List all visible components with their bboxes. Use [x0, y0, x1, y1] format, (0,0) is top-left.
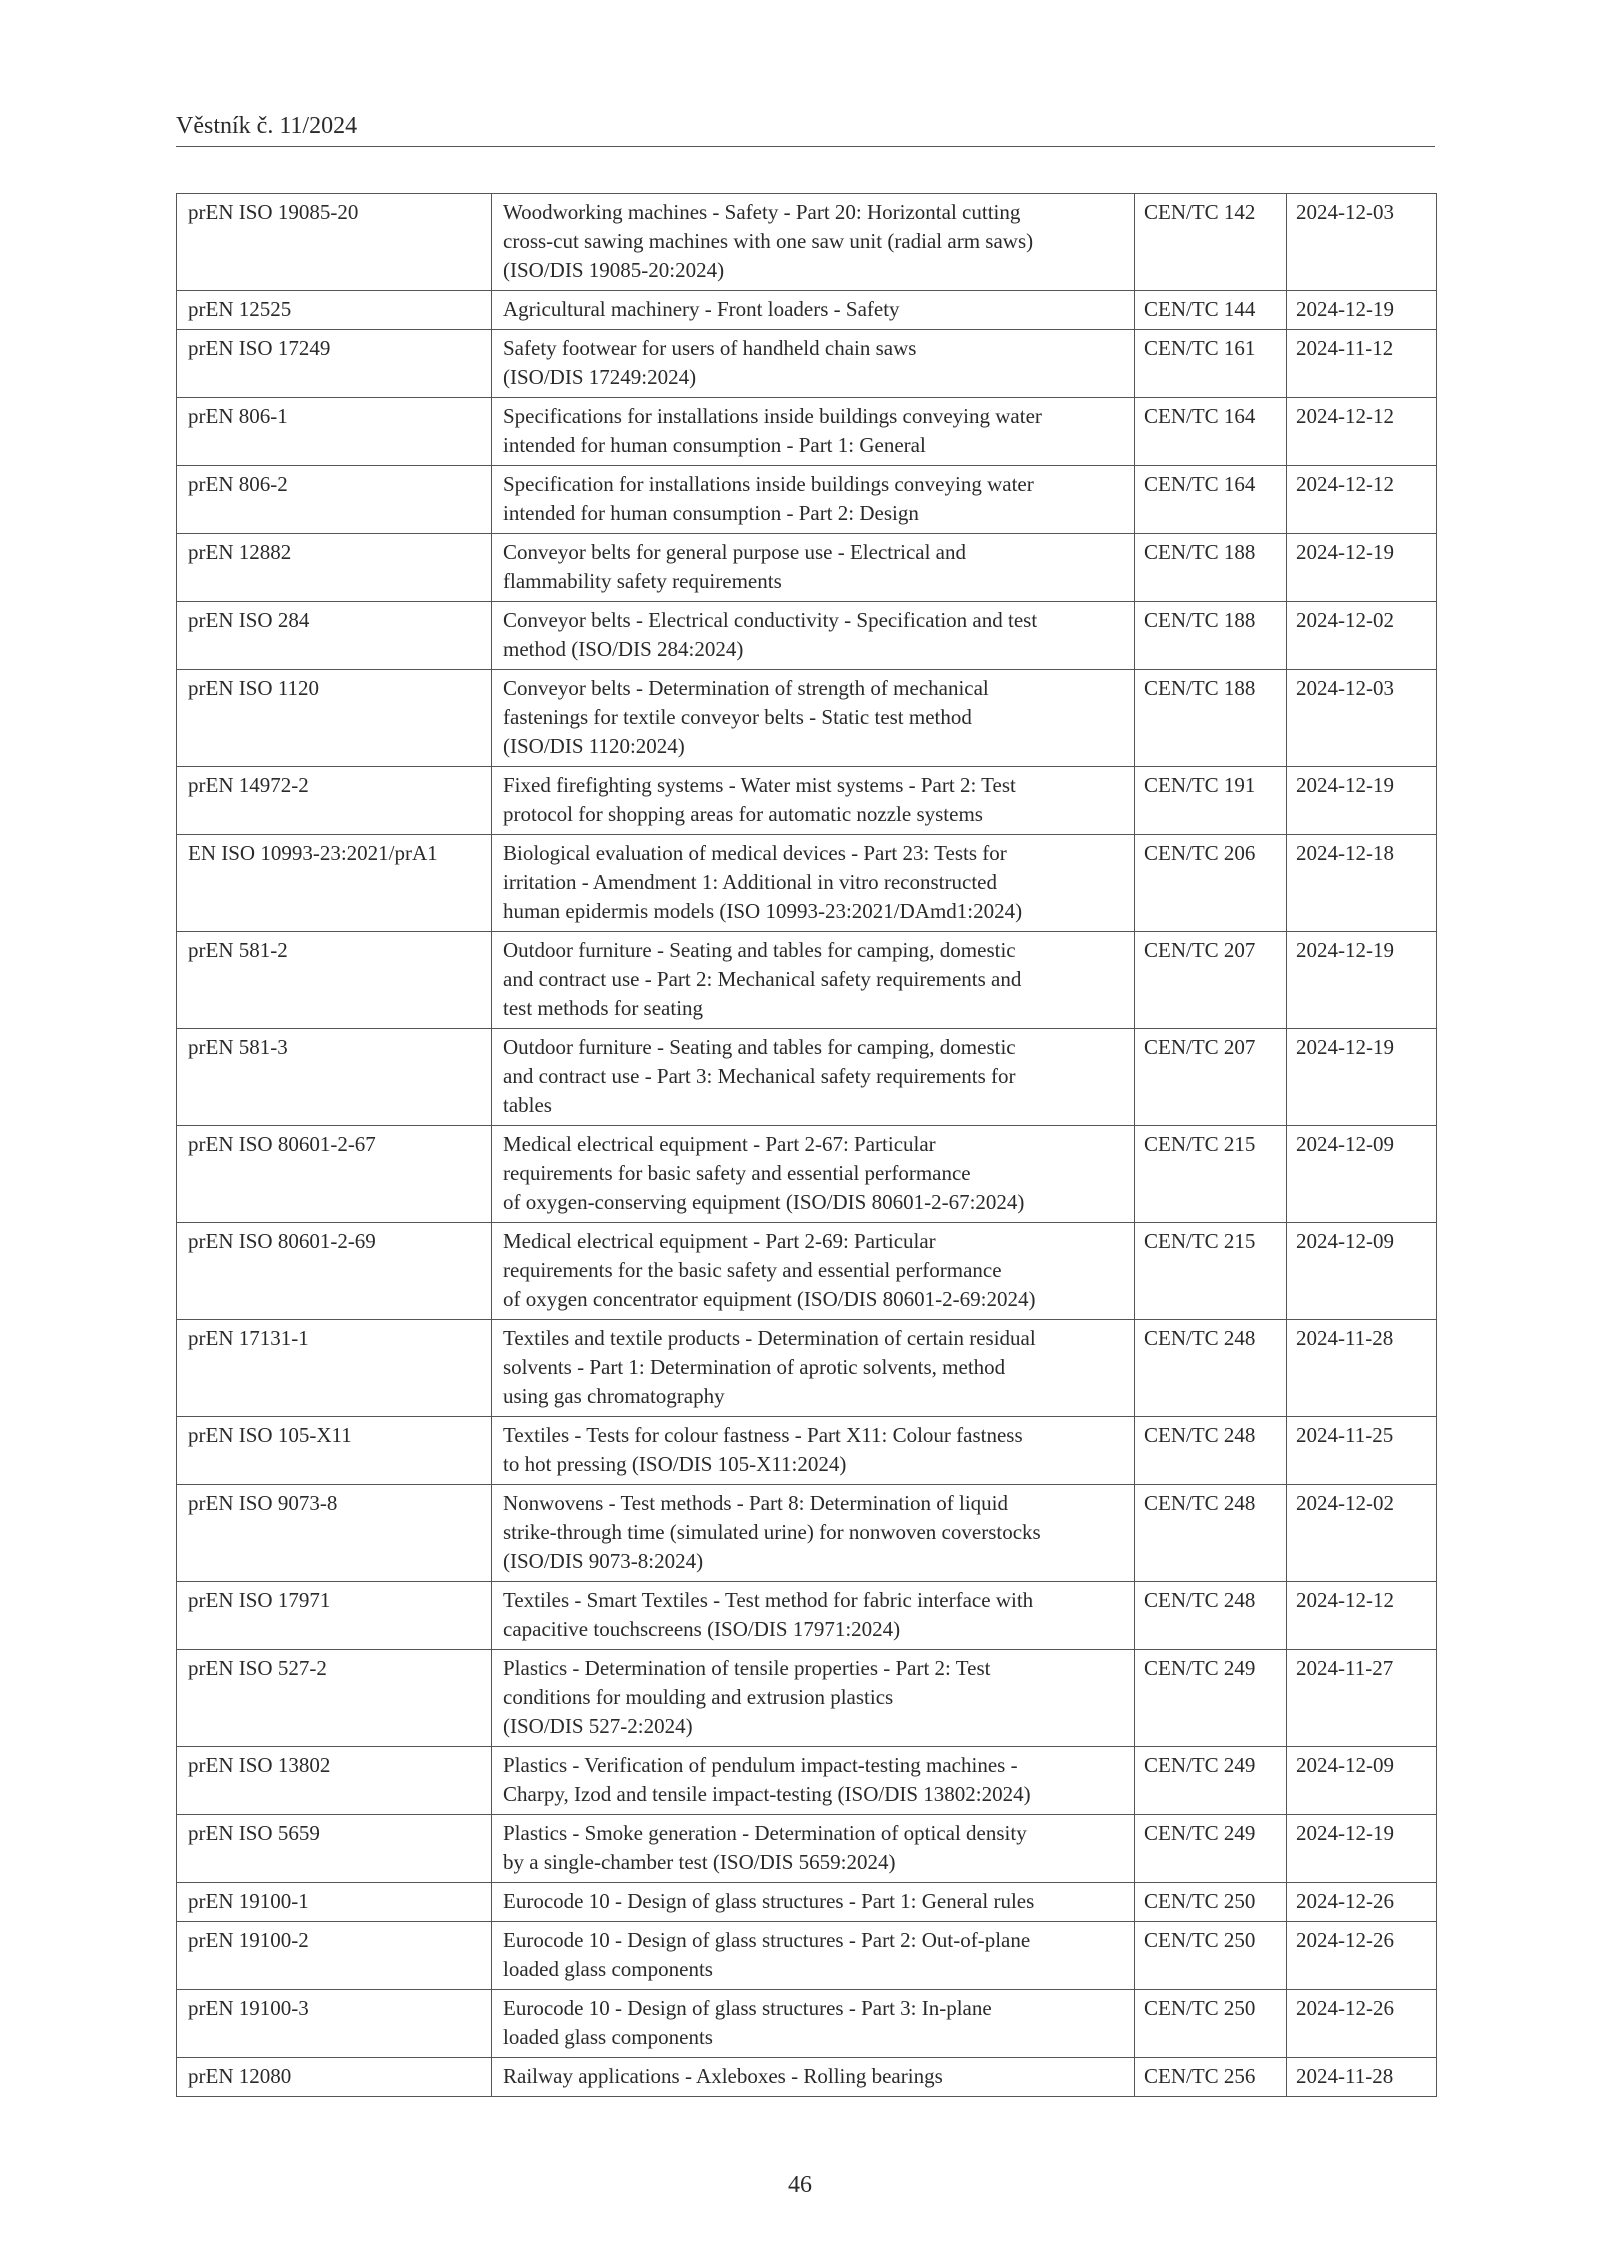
standard-title [492, 466, 1135, 534]
technical-committee: CEN/TC 207 [1135, 1029, 1287, 1126]
standard-code: prEN ISO 80601-2-69 [177, 1223, 492, 1320]
standard-code: prEN ISO 17249 [177, 330, 492, 398]
technical-committee: CEN/TC 249 [1135, 1815, 1287, 1883]
standard-title-line: Biological evaluation of medical devices - Part 23: Tests for [503, 841, 1007, 865]
table-row [177, 1223, 1437, 1320]
comment-deadline: 2024-12-02 [1287, 602, 1437, 670]
standard-title-line: Eurocode 10 - Design of glass structures - Part 3: In-plane [503, 1996, 992, 2020]
table-row [177, 1815, 1437, 1883]
technical-committee: CEN/TC 249 [1135, 1747, 1287, 1815]
standard-title-line: loaded glass components [503, 1957, 713, 1981]
standard-title-line: Outdoor furniture - Seating and tables for camping, domestic [503, 938, 1016, 962]
standard-title-line: Fixed firefighting systems - Water mist systems - Part 2: Test [503, 773, 1016, 797]
standard-title-line: Medical electrical equipment - Part 2-69: Particular [503, 1229, 936, 1253]
standard-title [492, 1883, 1135, 1922]
standard-title-line: (ISO/DIS 17249:2024) [503, 365, 697, 389]
standard-title-line: (ISO/DIS 9073-8:2024) [503, 1549, 704, 1573]
standard-code: prEN 12525 [177, 291, 492, 330]
standard-title-line: intended for human consumption - Part 1: General [503, 433, 926, 457]
table-row [177, 1485, 1437, 1582]
standard-code: prEN 19100-2 [177, 1922, 492, 1990]
standard-title-line: (ISO/DIS 1120:2024) [503, 734, 685, 758]
technical-committee: CEN/TC 188 [1135, 602, 1287, 670]
table-row [177, 1320, 1437, 1417]
standard-title-line: by a single-chamber test (ISO/DIS 5659:2024) [503, 1850, 896, 1874]
standard-title-line: Woodworking machines - Safety - Part 20: Horizontal cutting [503, 200, 1021, 224]
technical-committee: CEN/TC 207 [1135, 932, 1287, 1029]
comment-deadline: 2024-12-19 [1287, 1815, 1437, 1883]
standard-title [492, 1485, 1135, 1582]
table-row [177, 835, 1437, 932]
technical-committee: CEN/TC 250 [1135, 1990, 1287, 2058]
standard-title-line: Eurocode 10 - Design of glass structures - Part 2: Out-of-plane [503, 1928, 1031, 1952]
standard-title-line: Plastics - Verification of pendulum impact-testing machines - [503, 1753, 1018, 1777]
table-row [177, 1650, 1437, 1747]
comment-deadline: 2024-12-18 [1287, 835, 1437, 932]
standard-code: prEN 581-2 [177, 932, 492, 1029]
standard-title [492, 330, 1135, 398]
table-row [177, 670, 1437, 767]
technical-committee: CEN/TC 164 [1135, 466, 1287, 534]
standard-code: prEN 12080 [177, 2058, 492, 2097]
standard-code: prEN ISO 105-X11 [177, 1417, 492, 1485]
comment-deadline: 2024-12-09 [1287, 1126, 1437, 1223]
standard-title-line: capacitive touchscreens (ISO/DIS 17971:2024) [503, 1617, 901, 1641]
technical-committee: CEN/TC 215 [1135, 1126, 1287, 1223]
standard-title-line: Agricultural machinery - Front loaders - Safety [503, 297, 900, 321]
standard-title-line: Charpy, Izod and tensile impact-testing (ISO/DIS 13802:2024) [503, 1782, 1031, 1806]
standard-title-line: Eurocode 10 - Design of glass structures - Part 1: General rules [503, 1889, 1035, 1913]
standard-title-line: Railway applications - Axleboxes - Rolling bearings [503, 2064, 943, 2088]
table-row [177, 1747, 1437, 1815]
standard-title-line: tables [503, 1093, 552, 1117]
standard-title [492, 398, 1135, 466]
table-row [177, 1582, 1437, 1650]
standard-code: prEN ISO 13802 [177, 1747, 492, 1815]
table-row [177, 291, 1437, 330]
standard-title-line: cross-cut sawing machines with one saw unit (radial arm saws) [503, 229, 1034, 253]
standard-code: prEN 19100-3 [177, 1990, 492, 2058]
table-row [177, 534, 1437, 602]
table-row [177, 398, 1437, 466]
standard-title-line: human epidermis models (ISO 10993-23:2021/DAmd1:2024) [503, 899, 1023, 923]
comment-deadline: 2024-12-19 [1287, 291, 1437, 330]
technical-committee: CEN/TC 256 [1135, 2058, 1287, 2097]
comment-deadline: 2024-12-09 [1287, 1223, 1437, 1320]
technical-committee: CEN/TC 164 [1135, 398, 1287, 466]
standards-table-body [177, 194, 1437, 2097]
technical-committee: CEN/TC 188 [1135, 534, 1287, 602]
standard-title-line: requirements for the basic safety and essential performance [503, 1258, 1002, 1282]
standard-title-line: Nonwovens - Test methods - Part 8: Determination of liquid [503, 1491, 1008, 1515]
technical-committee: CEN/TC 161 [1135, 330, 1287, 398]
standard-code: prEN 14972-2 [177, 767, 492, 835]
technical-committee: CEN/TC 188 [1135, 670, 1287, 767]
standard-title [492, 1223, 1135, 1320]
table-row [177, 1417, 1437, 1485]
comment-deadline: 2024-12-19 [1287, 1029, 1437, 1126]
comment-deadline: 2024-12-19 [1287, 932, 1437, 1029]
standard-code: prEN ISO 5659 [177, 1815, 492, 1883]
standard-code: prEN ISO 9073-8 [177, 1485, 492, 1582]
standard-title [492, 1029, 1135, 1126]
comment-deadline: 2024-12-12 [1287, 466, 1437, 534]
comment-deadline: 2024-12-26 [1287, 1990, 1437, 2058]
standard-code: prEN 806-1 [177, 398, 492, 466]
comment-deadline: 2024-11-28 [1287, 2058, 1437, 2097]
standard-title-line: and contract use - Part 2: Mechanical safety requirements and [503, 967, 1022, 991]
standard-title-line: of oxygen-conserving equipment (ISO/DIS 80601-2-67:2024) [503, 1190, 1025, 1214]
standard-title-line: conditions for moulding and extrusion plastics [503, 1685, 894, 1709]
running-header [176, 112, 1435, 147]
standard-title [492, 767, 1135, 835]
standard-title-line: Specification for installations inside buildings conveying water [503, 472, 1034, 496]
technical-committee: CEN/TC 248 [1135, 1485, 1287, 1582]
technical-committee: CEN/TC 144 [1135, 291, 1287, 330]
comment-deadline: 2024-12-09 [1287, 1747, 1437, 1815]
standard-title-line: loaded glass components [503, 2025, 713, 2049]
standard-title [492, 1922, 1135, 1990]
standard-title-line: of oxygen concentrator equipment (ISO/DIS 80601-2-69:2024) [503, 1287, 1036, 1311]
standard-title [492, 835, 1135, 932]
standard-title [492, 194, 1135, 291]
standard-title-line: (ISO/DIS 19085-20:2024) [503, 258, 725, 282]
standard-title [492, 1126, 1135, 1223]
standard-code: prEN 19100-1 [177, 1883, 492, 1922]
technical-committee: CEN/TC 248 [1135, 1417, 1287, 1485]
table-row [177, 1922, 1437, 1990]
comment-deadline: 2024-11-25 [1287, 1417, 1437, 1485]
standard-title [492, 1747, 1135, 1815]
comment-deadline: 2024-11-27 [1287, 1650, 1437, 1747]
standard-title-line: fastenings for textile conveyor belts - Static test method [503, 705, 972, 729]
technical-committee: CEN/TC 206 [1135, 835, 1287, 932]
standard-title-line: test methods for seating [503, 996, 704, 1020]
technical-committee: CEN/TC 250 [1135, 1883, 1287, 1922]
standard-code: prEN ISO 17971 [177, 1582, 492, 1650]
table-row [177, 1883, 1437, 1922]
standard-title-line: Conveyor belts for general purpose use - Electrical and [503, 540, 966, 564]
standard-title-line: flammability safety requirements [503, 569, 782, 593]
table-row [177, 1990, 1437, 2058]
standard-code: prEN 12882 [177, 534, 492, 602]
standard-title [492, 932, 1135, 1029]
standard-title-line: Textiles - Smart Textiles - Test method for fabric interface with [503, 1588, 1034, 1612]
standard-title-line: strike-through time (simulated urine) for nonwoven coverstocks [503, 1520, 1041, 1544]
technical-committee: CEN/TC 142 [1135, 194, 1287, 291]
standard-title-line: irritation - Amendment 1: Additional in vitro reconstructed [503, 870, 997, 894]
standard-title-line: Plastics - Determination of tensile properties - Part 2: Test [503, 1656, 991, 1680]
table-row [177, 767, 1437, 835]
standard-code: prEN 581-3 [177, 1029, 492, 1126]
standard-title-line: Textiles and textile products - Determination of certain residual [503, 1326, 1036, 1350]
comment-deadline: 2024-12-02 [1287, 1485, 1437, 1582]
standard-title [492, 1815, 1135, 1883]
standard-title-line: intended for human consumption - Part 2: Design [503, 501, 919, 525]
standard-code: prEN ISO 19085-20 [177, 194, 492, 291]
page-number: 46 [788, 2172, 812, 2198]
standard-code: prEN ISO 1120 [177, 670, 492, 767]
table-row [177, 1029, 1437, 1126]
comment-deadline: 2024-12-03 [1287, 670, 1437, 767]
standard-title-line: Conveyor belts - Electrical conductivity - Specification and test [503, 608, 1038, 632]
standard-title-line: (ISO/DIS 527-2:2024) [503, 1714, 693, 1738]
standard-title-line: Safety footwear for users of handheld chain saws [503, 336, 917, 360]
standard-code: prEN ISO 527-2 [177, 1650, 492, 1747]
table-row [177, 466, 1437, 534]
comment-deadline: 2024-11-12 [1287, 330, 1437, 398]
standard-title-line: using gas chromatography [503, 1384, 725, 1408]
table-row [177, 2058, 1437, 2097]
comment-deadline: 2024-12-26 [1287, 1883, 1437, 1922]
standard-title [492, 291, 1135, 330]
standard-code: prEN 17131-1 [177, 1320, 492, 1417]
standard-title [492, 1990, 1135, 2058]
standard-code: EN ISO 10993-23:2021/prA1 [177, 835, 492, 932]
standard-title-line: to hot pressing (ISO/DIS 105-X11:2024) [503, 1452, 847, 1476]
comment-deadline: 2024-12-19 [1287, 534, 1437, 602]
technical-committee: CEN/TC 250 [1135, 1922, 1287, 1990]
standard-title-line: protocol for shopping areas for automatic nozzle systems [503, 802, 983, 826]
standard-title-line: Textiles - Tests for colour fastness - Part X11: Colour fastness [503, 1423, 1023, 1447]
standard-title-line: Outdoor furniture - Seating and tables for camping, domestic [503, 1035, 1016, 1059]
standard-title-line: solvents - Part 1: Determination of aprotic solvents, method [503, 1355, 1006, 1379]
standard-title [492, 1582, 1135, 1650]
table-row [177, 194, 1437, 291]
standard-title-line: Medical electrical equipment - Part 2-67: Particular [503, 1132, 936, 1156]
comment-deadline: 2024-12-03 [1287, 194, 1437, 291]
standard-code: prEN 806-2 [177, 466, 492, 534]
standard-title [492, 670, 1135, 767]
standard-title-line: requirements for basic safety and essential performance [503, 1161, 971, 1185]
standard-title [492, 602, 1135, 670]
standard-title [492, 1320, 1135, 1417]
standard-title-line: method (ISO/DIS 284:2024) [503, 637, 744, 661]
table-row [177, 932, 1437, 1029]
comment-deadline: 2024-11-28 [1287, 1320, 1437, 1417]
standard-title-line: Specifications for installations inside buildings conveying water [503, 404, 1042, 428]
standard-title [492, 1650, 1135, 1747]
comment-deadline: 2024-12-12 [1287, 1582, 1437, 1650]
standard-title-line: Conveyor belts - Determination of strength of mechanical [503, 676, 989, 700]
standards-table [176, 193, 1437, 2097]
standard-title-line: Plastics - Smoke generation - Determination of optical density [503, 1821, 1027, 1845]
technical-committee: CEN/TC 248 [1135, 1320, 1287, 1417]
standard-title [492, 1417, 1135, 1485]
technical-committee: CEN/TC 249 [1135, 1650, 1287, 1747]
comment-deadline: 2024-12-26 [1287, 1922, 1437, 1990]
table-row [177, 330, 1437, 398]
standard-title [492, 534, 1135, 602]
standard-code: prEN ISO 284 [177, 602, 492, 670]
standard-code: prEN ISO 80601-2-67 [177, 1126, 492, 1223]
standard-title-line: and contract use - Part 3: Mechanical safety requirements for [503, 1064, 1016, 1088]
comment-deadline: 2024-12-12 [1287, 398, 1437, 466]
standard-title [492, 2058, 1135, 2097]
technical-committee: CEN/TC 215 [1135, 1223, 1287, 1320]
table-row [177, 602, 1437, 670]
comment-deadline: 2024-12-19 [1287, 767, 1437, 835]
table-row [177, 1126, 1437, 1223]
publication-title: Věstník č. 11/2024 [176, 113, 358, 139]
technical-committee: CEN/TC 248 [1135, 1582, 1287, 1650]
technical-committee: CEN/TC 191 [1135, 767, 1287, 835]
